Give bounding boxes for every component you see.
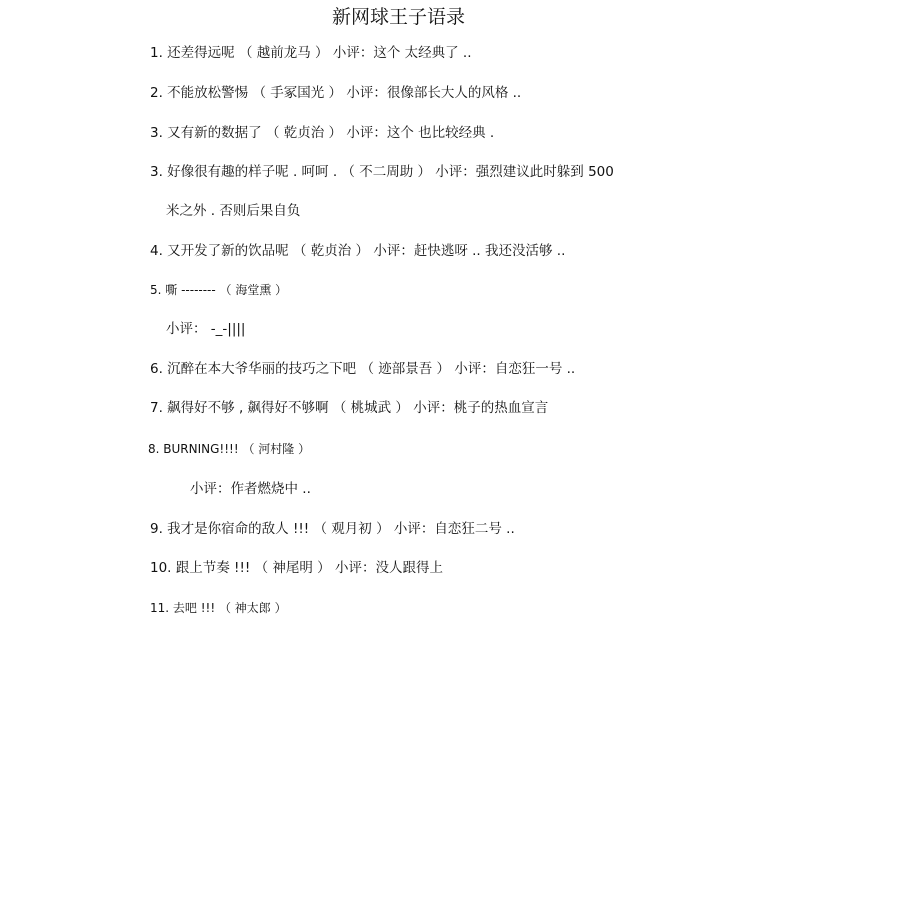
quote-line-1: 1. 还差得远呢 （ 越前龙马 ） 小评：这个 太经典了 .. (150, 45, 472, 61)
page-title: 新网球王子语录 (332, 6, 466, 28)
quote-line-10: 9. 我才是你宿命的敌人 !!! （ 观月初 ） 小评：自恋狂二号 .. (150, 521, 515, 537)
quote-line-9-comment: 小评：作者燃烧中 .. (190, 481, 311, 497)
quote-line-3: 3. 又有新的数据了 （ 乾贞治 ） 小评：这个 也比较经典 . (150, 125, 495, 141)
quote-line-2: 2. 不能放松警惕 （ 手冢国光 ） 小评：很像部长大人的风格 .. (150, 85, 522, 101)
quote-line-9: 8. BURNING!!!! （ 河村隆 ） (148, 442, 311, 456)
quote-line-5: 4. 又开发了新的饮品呢 （ 乾贞治 ） 小评：赶快逃呀 .. 我还没活够 .. (150, 243, 566, 259)
quote-line-8: 7. 飙得好不够 , 飙得好不够啊 （ 桃城武 ） 小评：桃子的热血宣言 (150, 400, 549, 416)
quote-line-7: 6. 沉醉在本大爷华丽的技巧之下吧 （ 迹部景吾 ） 小评：自恋狂一号 .. (150, 361, 576, 377)
quote-line-12: 11. 去吧 !!! （ 神太郎 ） (150, 601, 287, 615)
quote-line-4: 3. 好像很有趣的样子呢 . 呵呵 . （ 不二周助 ） 小评：强烈建议此时躲到 500 (150, 164, 614, 180)
quote-line-6-comment: 小评： -_-|||| (166, 321, 246, 337)
quote-line-4-continued: 米之外 . 否则后果自负 (166, 203, 301, 219)
quote-line-11: 10. 跟上节奏 !!! （ 神尾明 ） 小评：没人跟得上 (150, 560, 443, 576)
quote-line-6: 5. 嘶 -------- （ 海堂熏 ） (150, 283, 288, 297)
